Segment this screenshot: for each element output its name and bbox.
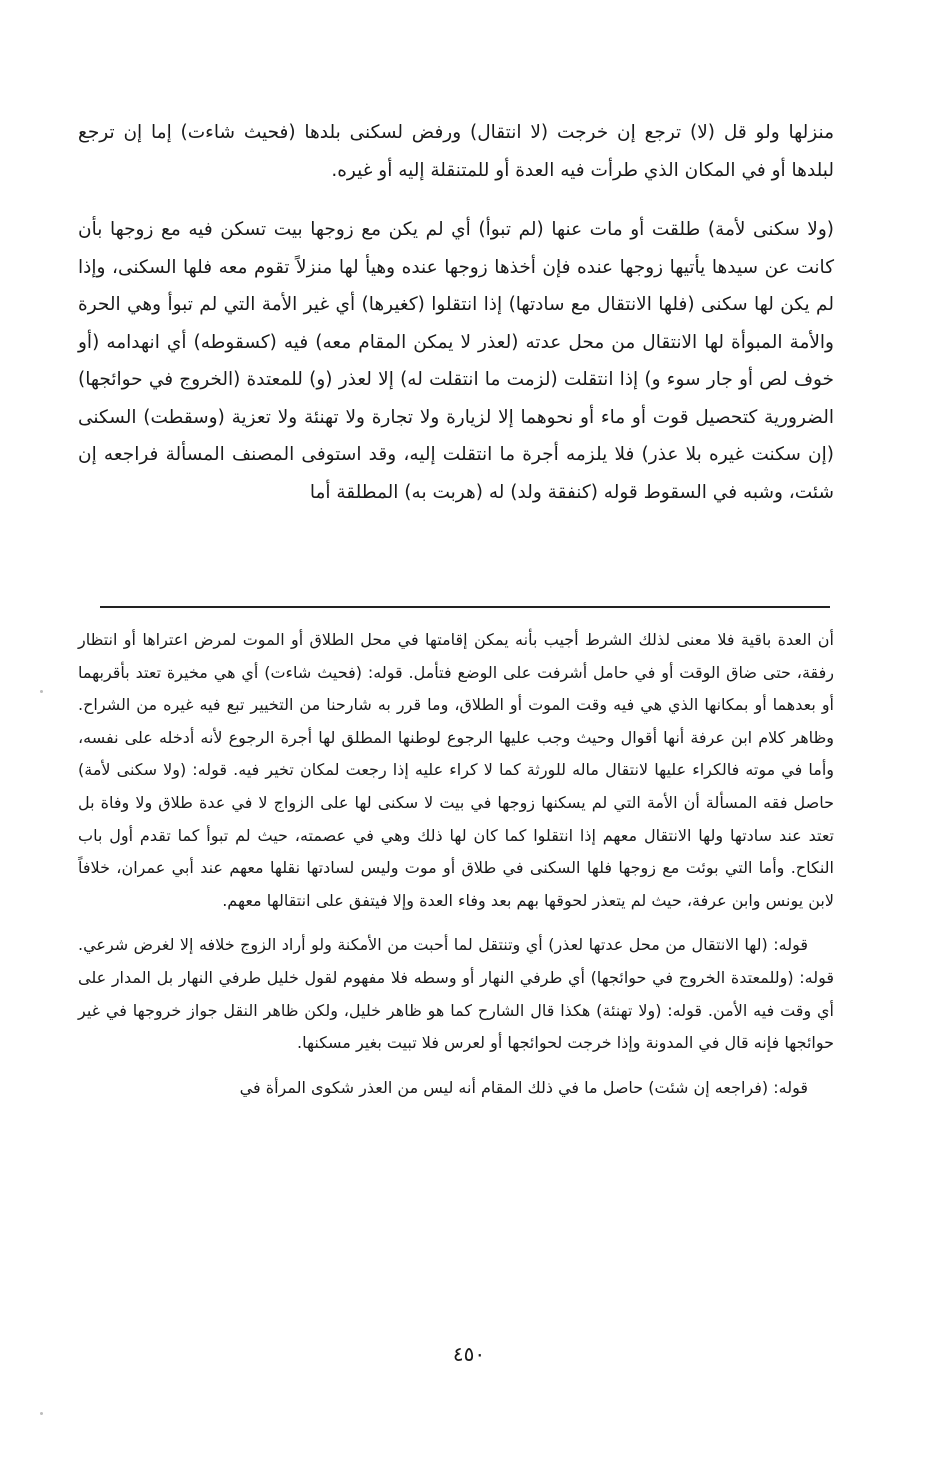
footnote-paragraph-1: أن العدة باقية فلا معنى لذلك الشرط أجيب بأنه يمكن إقامتها في محل الطلاق أو الموت لمرض اعتراها أو انتظار رفقة، حتى ضاق الوقت أو في حامل أشرفت على الوضع فتأمل. قوله: (فحيث شاءت) أي هي مخيرة تعتد بأقربهما أو بعدهما أو بمكانها الذي هي فيه وقت الموت أو الطلاق، وما قرر به شارحنا من التخيير تبع فيه غيره من الشراح. وظاهر كلام ابن عرفة أنها أقوال وحيث وجب عليها الرجوع لوطنها المطلق لها أجرة الرجوع لأنه أدخله على نفسه، وأما في موته فالكراء عليها لانتقال ماله للورثة كما لا كراء عليه إذا رجعت لمكان تخير فيه. قوله: (ولا سكنى لأمة) حاصل فقه المسألة أن الأمة التي لم يسكنها زوجها في بيت لا سكنى لها على الزواج لا في عدة طلاق ولا وفاة بل تعتد عند سادتها ولها الانتقال معهم إذا انتقلوا كما كان لها ذلك وهي في عصمته، حيث لم تبوأ كما تقدم أول باب النكاح. وأما التي بوئت مع زوجها فلها السكنى في طلاق أو موت وليس لسادتها نقلها معهم عند أبي عمران، خلافاً لابن يونس وابن عرفة، حيث لم يتعذر لحوقها بهم بعد وفاء العدة وإلا فيتفق على انتقالها معهم. <box>78 630 834 910</box>
footnote-paragraph-2: قوله: (لها الانتقال من محل عدتها لعذر) أي وتنتقل لما أحبت من الأمكنة ولو أراد الزوج خلافه إلا لغرض شرعي. قوله: (وللمعتدة الخروج في حوائجها) أي طرفي النهار أو وسطه فلا مفهوم لقول خليل طرفي النهار بل المدار على أي وقت فيه الأمن. قوله: (ولا تهنئة) هكذا قال الشارح كما هو ظاهر خليل، ولكن ظاهر النقل جواز خروجها في غير حوائجها فإنه قال في المدونة وإذا خرجت لحوائجها أو لعرس فلا تبيت بغير مسكنها. <box>78 935 834 1053</box>
footnotes-block <box>78 624 834 1104</box>
footnote-separator <box>100 606 830 608</box>
main-paragraph-2: (ولا سكنى لأمة) طلقت أو مات عنها (لم تبوأ) أي لم يكن مع زوجها بيت تسكن فيه مع زوجها بأن كانت عن سيدها يأتيها زوجها عنده فإن أخذها زوجها عنده وهيأ لها منزلاً تقوم معه فلها السكنى، وإذا لم يكن لها سكنى (فلها الانتقال مع سادتها) إذا انتقلوا (كغيرها) أي غير الأمة التي لم تبوأ وهي الحرة والأمة المبوأة لها الانتقال من محل عدته (لعذر لا يمكن المقام معه) فيه (كسقوطه) أي انهدامه (أو خوف لص أو جار سوء و) إذا انتقلت (لزمت ما انتقلت له) إلا لعذر (و) للمعتدة (الخروج في حوائجها) الضرورية كتحصيل قوت أو ماء أو نحوهما إلا لزيارة ولا تجارة ولا تهنئة ولا تعزية (وسقطت) السكنى (إن سكنت غيره بلا عذر) فلا يلزمه أجرة ما انتقلت إليه، وقد استوفى المصنف المسألة فراجعه إن شئت، وشبه في السقوط قوله (كنفقة ولد) له (هربت به) المطلقة أما <box>78 219 834 503</box>
main-text-block <box>78 114 834 511</box>
margin-speck <box>40 690 43 693</box>
footnote-paragraph-3: قوله: (فراجعه إن شئت) حاصل ما في ذلك المقام أنه ليس من العذر شكوى المرأة في <box>239 1077 808 1097</box>
page-number: ٤٥٠ <box>452 1342 486 1366</box>
main-paragraph-1: منزلها ولو قل (لا) ترجع إن خرجت (لا انتقال) ورفض لسكنى بلدها (فحيث شاءت) إما إن ترجع لبلدها أو في المكان الذي طرأت فيه العدة أو للمتنقلة إليه أو غيره. <box>78 122 834 181</box>
margin-speck <box>40 1412 43 1415</box>
